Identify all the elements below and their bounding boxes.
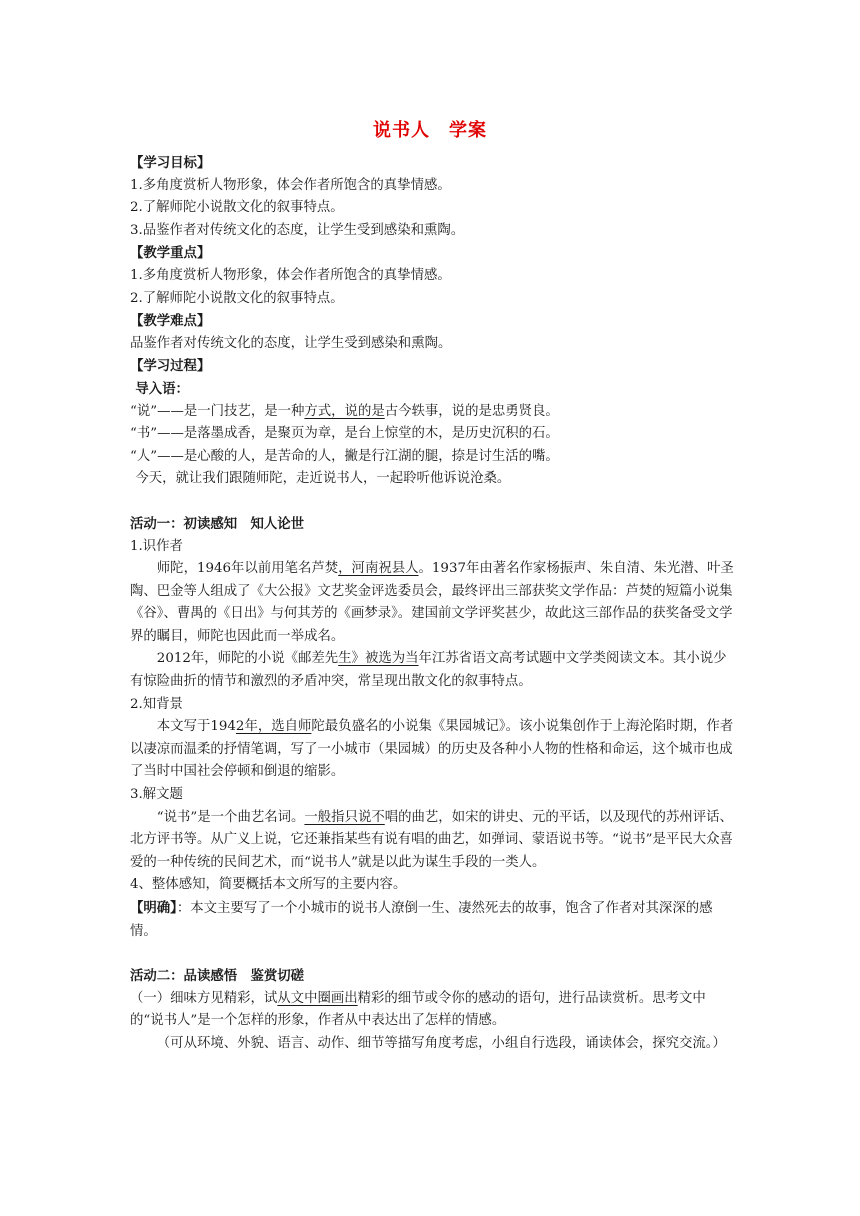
difficulty-text: 品鉴作者对传统文化的态度，让学生受到感染和熏陶。 — [130, 335, 452, 351]
intro-label: 导入语： — [135, 380, 189, 397]
answer-paragraph: 【明确】：本文主要写了一个小城市的说书人潦倒一生、凄然死去的故事，饱含了作者对其深深的感情。 — [130, 900, 713, 939]
title-analysis-label: 3.解文题 — [130, 787, 183, 803]
document-body — [130, 152, 734, 1056]
author-paragraph-2: 2012年，师陀的小说《邮差先生》被选为当年江苏省语文高考试题中文学类阅读文本。其小说少有惊险曲折的情节和激烈的矛盾冲突，常呈现出散文化的叙事特点。 — [130, 651, 727, 690]
author-label: 1.识作者 — [130, 538, 183, 554]
key-points-heading: 【教学重点】 — [130, 245, 211, 262]
intro-shuo-line: “说”——是一门技艺，是一种方式，说的是古今轶事，说的是忠勇贤良。 — [130, 403, 559, 419]
key-point-item: 2.了解师陀小说散文化的叙事特点。 — [130, 290, 344, 306]
activity2-paragraph-1: （一）细味方见精彩，试从文中圈画出精彩的细节或令你的感动的语句，进行品读赏析。思考文中的“说书人”是一个怎样的形象，作者从中表达出了怎样的情感。 — [130, 990, 706, 1029]
key-point-item: 1.多角度赏析人物形象，体会作者所饱含的真挚情感。 — [130, 267, 451, 283]
background-paragraph: 本文写于1942年，选自师陀最负盛名的小说集《果园城记》。该小说集创作于上海沦陷时期，作者以凄凉而温柔的抒情笔调，写了一小城市（果园城）的历史及各种小人物的性格和命运，这个城市也成了当时中国社会停顿和倒退的缩影。 — [130, 719, 734, 780]
author-paragraph-1: 师陀，1946年以前用笔名芦焚，河南祝县人。1937年由著名作家杨振声、朱自清、朱光潜、叶圣陶、巴金等人组成了《大公报》文艺奖金评选委员会，最终评出三部获奖文学作品：芦焚的短篇小说集《谷》、曹禺的《日出》与何其芳的《画梦录》。建国前文学评奖甚少，故此这三部作品的获奖备受文学界的瞩目，师陀也因此而一举成名。 — [130, 561, 734, 644]
overview-label: 4、整体感知，简要概括本文所写的主要内容。 — [130, 877, 407, 893]
intro-shu-line: “书”——是落墨成香，是聚页为章，是台上惊堂的木，是历史沉积的石。 — [130, 426, 559, 442]
goals-heading: 【学习目标】 — [130, 155, 211, 171]
intro-ren-line: “人”——是心酸的人，是苦命的人，撇是行江湖的腿，捺是讨生活的嘴。 — [130, 448, 559, 464]
intro-today-line: 今天，就让我们跟随师陀，走近说书人，一起聆听他诉说沧桑。 — [135, 471, 511, 487]
goal-item: 1.多角度赏析人物形象，体会作者所饱含的真挚情感。 — [130, 177, 451, 193]
activity1-heading: 活动一：初读感知 知人论世 — [130, 515, 305, 532]
document-title: 说书人 学案 — [373, 120, 487, 141]
process-heading: 【学习过程】 — [130, 358, 211, 375]
background-label: 2.知背景 — [130, 696, 183, 712]
goal-item: 2.了解师陀小说散文化的叙事特点。 — [130, 200, 344, 216]
activity2-paragraph-2: （可从环境、外貌、语言、动作、细节等描写角度考虑，小组自行选段，诵读体会，探究交流。） — [156, 1035, 726, 1051]
activity2-heading: 活动二：品读感悟 鉴赏切磋 — [130, 968, 305, 985]
goal-item: 3.品鉴作者对传统文化的态度，让学生受到感染和熏陶。 — [130, 222, 465, 238]
difficulty-heading: 【教学难点】 — [130, 313, 211, 330]
title-analysis-paragraph: “说书”是一个曲艺名词。一般指只说不唱的曲艺，如宋的讲史、元的平话，以及现代的苏州评话、北方评书等。从广义上说，它还兼指某些有说有唱的曲艺，如弹词、蒙语说书等。“说书”是平民大众喜爱的一种传统的民间艺术，而“说书人”就是以此为谋生手段的一类人。 — [130, 809, 733, 870]
